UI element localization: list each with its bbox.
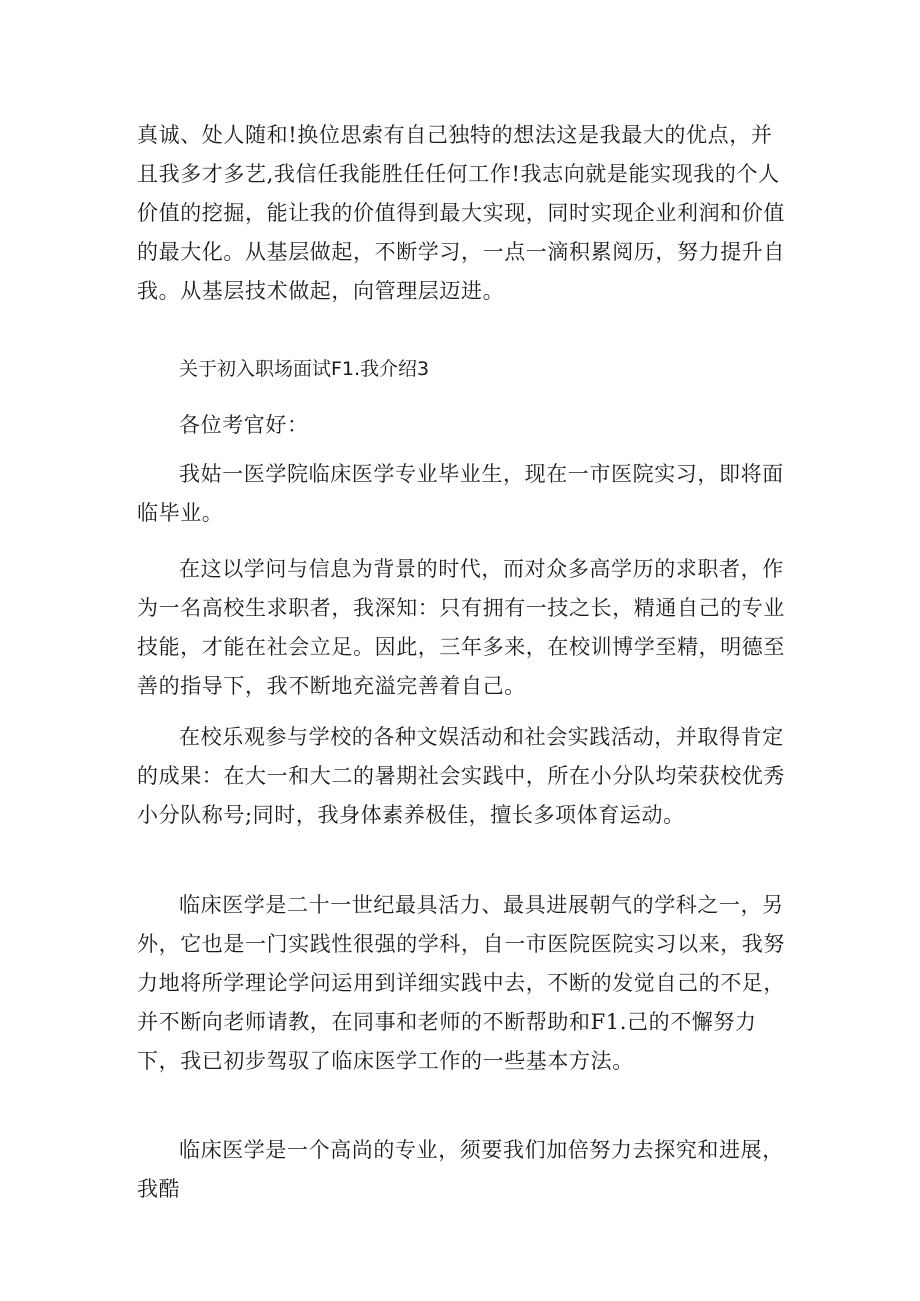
paragraph-clinical: 临床医学是二十一世纪最具活力、最具进展朝气的学科之一，另外，它也是一门实践性很强的学科，自一市医院医院实习以来，我努力地将所学理论学问运用到详细实践中去，不断的发觉自己的不足，并不断向老师请教，在同事和老师的不断帮助和F1.己的不懈努力下，我已初步驾驭了临床医学工作的一些基本方法。: [137, 893, 785, 1073]
greeting: 各位考官好：: [179, 413, 309, 437]
paragraph-continuation: 真诚、处人随和!换位思索有自己独特的想法这是我最大的优点，并且我多才多艺,我信任我能胜任任何工作!我志向就是能实现我的个人价值的挖掘，能让我的价值得到最大实现，同时实现企业利润和价值的最大化。从基层做起，不断学习，一点一滴积累阅历，努力提升自我。从基层技术做起，向管理层迈进。: [137, 123, 785, 303]
paragraph-closing: 临床医学是一个高尚的专业，须要我们加倍努力去探究和进展，我酷: [137, 1138, 784, 1201]
paragraph-activities: 在校乐观参与学校的各种文娱活动和社会实践活动，并取得肯定的成果：在大一和大二的暑期社会实践中，所在小分队均荣获校优秀小分队称号;同时，我身体素养极佳，擅长多项体育运动。: [137, 725, 785, 827]
paragraph-era: 在这以学问与信息为背景的时代，而对众多高学历的求职者，作为一名高校生求职者，我深知：只有拥有一技之长，精通自己的专业技能，才能在社会立足。因此，三年多来，在校训博学至精，明德至善的指导下，我不断地充溢完善着自己。: [137, 557, 785, 698]
paragraph-intro: 我姑一医学院临床医学专业毕业生，现在一市医院实习，即将面临毕业。: [137, 462, 784, 525]
section-heading: 关于初入职场面试F1.我介绍3: [179, 358, 430, 380]
